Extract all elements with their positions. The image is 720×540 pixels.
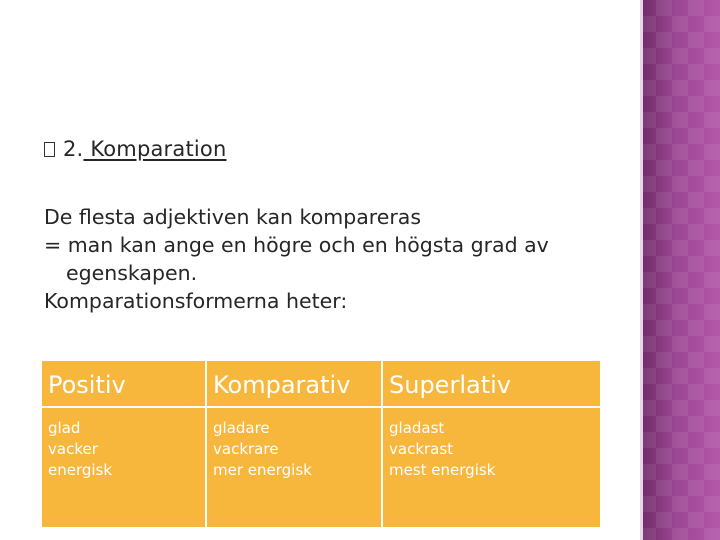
table-row — [42, 407, 600, 527]
square-bullet-icon — [44, 142, 55, 157]
body-line: = man kan ange en högre och en högsta grad av — [44, 233, 549, 257]
header-positiv: Positiv — [42, 361, 206, 407]
slide-heading — [44, 136, 226, 162]
body-paragraph — [44, 203, 624, 315]
cell-word: vackrast — [389, 440, 454, 458]
heading-number: 2. — [63, 137, 84, 161]
header-komparativ: Komparativ — [206, 361, 382, 407]
body-line: egenskapen. — [66, 261, 198, 285]
cell-word: mest energisk — [389, 461, 496, 479]
cell-word: gladare — [213, 419, 270, 437]
body-line: De flesta adjektiven kan kompareras — [44, 205, 422, 229]
positiv-cell — [42, 407, 206, 527]
cell-word: energisk — [48, 461, 113, 479]
cell-word: vackrare — [213, 440, 279, 458]
heading-title: Komparation — [83, 137, 227, 161]
header-superlativ: Superlativ — [382, 361, 600, 407]
body-line: Komparationsformerna heter: — [44, 289, 348, 313]
cell-word: vacker — [48, 440, 98, 458]
cell-word: gladast — [389, 419, 445, 437]
cell-word: mer energisk — [213, 461, 312, 479]
cell-word: glad — [48, 419, 81, 437]
comparison-table — [42, 361, 600, 527]
table-header-row — [42, 361, 600, 407]
superlativ-cell — [382, 407, 600, 527]
decorative-side-band — [640, 0, 720, 540]
komparativ-cell — [206, 407, 382, 527]
